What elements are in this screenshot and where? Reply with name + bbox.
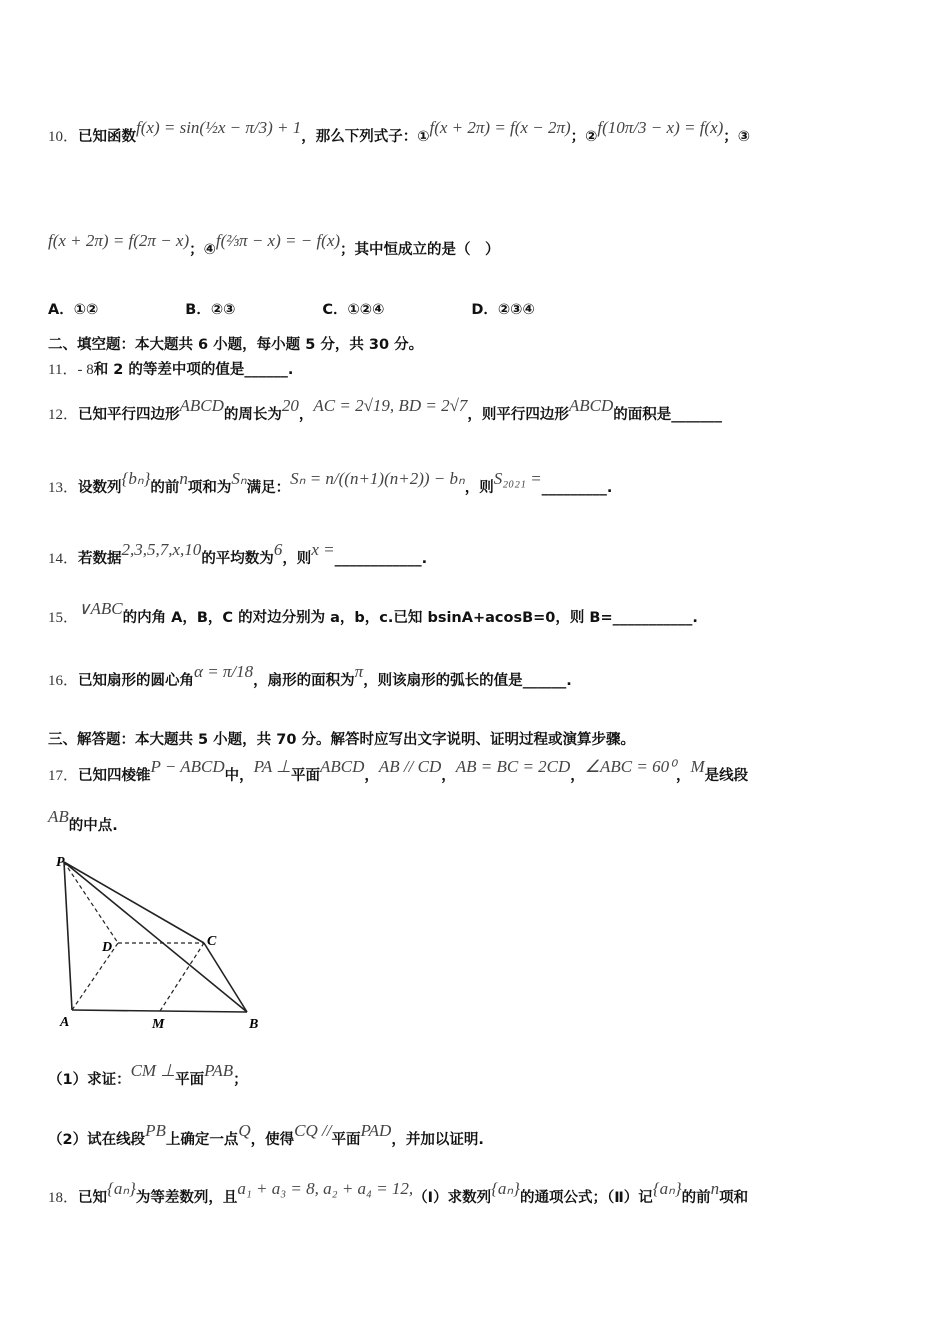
label-M: M bbox=[152, 1017, 165, 1032]
text-segment: ，则 bbox=[282, 551, 312, 567]
math-expression: Q bbox=[238, 1121, 251, 1140]
text-segment: 11． bbox=[48, 362, 78, 378]
answer-blank: _______ bbox=[671, 407, 723, 423]
answer-blank: _________ bbox=[541, 480, 607, 496]
text-segment: ， bbox=[570, 768, 585, 784]
text-segment: 项和为 bbox=[187, 480, 232, 496]
text-segment: 中， bbox=[224, 768, 254, 784]
text-line bbox=[48, 807, 118, 835]
math-expression: PB bbox=[145, 1121, 166, 1140]
edge-PC bbox=[64, 862, 204, 943]
edge-PD bbox=[64, 862, 118, 943]
text-segment: ，使得 bbox=[250, 1132, 295, 1148]
math-expression: {aₙ} bbox=[491, 1179, 520, 1198]
math-expression: π bbox=[354, 662, 364, 681]
text-segment: B．②③ bbox=[98, 302, 236, 318]
text-segment: . bbox=[692, 610, 698, 626]
text-segment: 平面 bbox=[175, 1072, 205, 1088]
math-expression: {bₙ} bbox=[121, 469, 151, 488]
text-line bbox=[48, 1121, 484, 1149]
pyramid-figure bbox=[40, 845, 280, 1045]
text-segment: . bbox=[566, 673, 572, 689]
label-A: A bbox=[60, 1015, 70, 1030]
math-expression: {aₙ} bbox=[107, 1179, 136, 1198]
answer-blank: ____________ bbox=[334, 551, 422, 567]
math-expression: ABCD bbox=[568, 396, 614, 415]
text-segment: （1）求证： bbox=[48, 1072, 131, 1088]
text-segment: 已知四棱锥 bbox=[78, 768, 151, 784]
math-expression: ABCD bbox=[320, 757, 365, 776]
text-segment: 项和 bbox=[719, 1190, 749, 1206]
math-expression: Sₙ bbox=[231, 469, 247, 488]
text-segment: 已知 bbox=[78, 1190, 108, 1206]
text-segment: ，则平行四边形 bbox=[467, 407, 569, 423]
label-B: B bbox=[249, 1017, 259, 1032]
text-segment: （Ⅰ）求数列 bbox=[413, 1190, 492, 1206]
math-expression: n bbox=[710, 1179, 720, 1198]
text-segment: C．①②④ bbox=[235, 302, 385, 318]
text-segment: 15． bbox=[48, 610, 79, 626]
text-line bbox=[48, 540, 428, 568]
math-expression: ∠ABC = 60⁰ bbox=[584, 757, 676, 776]
math-expression: PA ⊥ bbox=[253, 757, 291, 776]
text-line bbox=[48, 358, 293, 379]
text-segment: ，扇形的面积为 bbox=[253, 673, 355, 689]
text-segment: ，并加以证明. bbox=[391, 1132, 484, 1148]
math-expression: M bbox=[690, 757, 705, 776]
text-line bbox=[48, 1061, 248, 1089]
text-segment: - 8 bbox=[77, 362, 94, 378]
math-expression: PAB bbox=[204, 1061, 234, 1080]
text-segment: 为等差数列，且 bbox=[135, 1190, 238, 1206]
edge-PA bbox=[64, 862, 72, 1010]
edge-AB bbox=[72, 1010, 247, 1012]
text-segment: ，那么下列式子：① bbox=[301, 129, 430, 145]
text-segment: ；③ bbox=[723, 129, 751, 145]
math-expression: ABCD bbox=[179, 396, 224, 415]
text-segment: 的中点. bbox=[68, 818, 118, 834]
math-expression: ∨ABC bbox=[78, 599, 123, 618]
math-expression: AB bbox=[48, 807, 69, 826]
text-line bbox=[48, 333, 423, 354]
text-segment: 的周长为 bbox=[223, 407, 282, 423]
text-segment: ， bbox=[675, 768, 691, 784]
answer-blank: ___________ bbox=[612, 610, 693, 626]
answer-blank: ______ bbox=[522, 673, 567, 689]
math-expression: AB // CD bbox=[378, 757, 442, 776]
math-expression: CQ // bbox=[294, 1121, 332, 1140]
text-segment: 16． bbox=[48, 673, 79, 689]
text-line bbox=[48, 757, 749, 785]
math-expression: α = π/18 bbox=[194, 662, 254, 681]
text-segment: 二、填空题：本大题共 6 小题，每小题 5 分，共 30 分。 bbox=[48, 337, 424, 353]
math-expression: S₂₀₂₁ = bbox=[493, 469, 542, 488]
text-segment: 18． bbox=[48, 1190, 79, 1206]
math-expression: f(x) = sin(½x − π/3) + 1 bbox=[136, 118, 302, 137]
edge-CB bbox=[204, 943, 247, 1012]
math-expression: x = bbox=[311, 540, 335, 559]
text-segment: . bbox=[421, 551, 428, 567]
text-segment: 的前 bbox=[150, 480, 180, 496]
text-line bbox=[48, 599, 698, 627]
text-segment: 设数列 bbox=[78, 480, 122, 496]
math-expression: a₁ + a₃ = 8, a₂ + a₄ = 12, bbox=[237, 1179, 414, 1198]
text-segment: ；② bbox=[570, 129, 598, 145]
text-segment: ；④ bbox=[189, 242, 216, 258]
text-segment: 的内角 A，B，C 的对边分别为 a，b，c.已知 bsinA+acosB=0，则 B= bbox=[122, 610, 613, 626]
text-line bbox=[48, 469, 613, 497]
text-segment: 的平均数为 bbox=[201, 551, 274, 567]
answer-blank: ______ bbox=[244, 362, 288, 378]
text-segment: ；其中恒成立的是（ ） bbox=[340, 242, 500, 258]
text-segment: 的前 bbox=[681, 1190, 711, 1206]
text-line bbox=[48, 298, 535, 319]
text-segment: . bbox=[287, 362, 294, 378]
math-expression: Sₙ = n/((n+1)(n+2)) − bₙ bbox=[290, 469, 465, 488]
text-line bbox=[48, 728, 635, 749]
text-segment: 13． bbox=[48, 480, 79, 496]
text-segment: 已知函数 bbox=[78, 129, 137, 145]
math-expression: CM ⊥ bbox=[130, 1061, 176, 1080]
text-segment: D．②③④ bbox=[384, 302, 535, 318]
text-segment: 12． bbox=[48, 407, 79, 423]
text-segment: A．①② bbox=[48, 302, 99, 318]
edge-MC bbox=[160, 943, 204, 1011]
text-segment: 已知扇形的圆心角 bbox=[78, 673, 195, 689]
math-expression: AB = BC = 2CD bbox=[455, 757, 571, 776]
text-segment: 平面 bbox=[331, 1132, 361, 1148]
text-segment: 和 2 的等差中项的值是 bbox=[93, 362, 245, 378]
text-segment: 若数据 bbox=[78, 551, 122, 567]
math-expression: 6 bbox=[273, 540, 283, 559]
math-expression: 20 bbox=[281, 396, 299, 415]
text-segment: ； bbox=[233, 1072, 248, 1088]
text-segment: 三、解答题：本大题共 5 小题，共 70 分。解答时应写出文字说明、证明过程或演算步骤。 bbox=[48, 732, 635, 748]
text-line bbox=[48, 662, 572, 690]
math-expression: P − ABCD bbox=[150, 757, 225, 776]
text-segment: . bbox=[606, 480, 613, 496]
text-segment: ， bbox=[441, 768, 456, 784]
text-segment: 是线段 bbox=[704, 768, 749, 784]
text-segment: 已知平行四边形 bbox=[78, 407, 180, 423]
text-segment: 的面积是 bbox=[613, 407, 672, 423]
text-line bbox=[48, 1179, 749, 1207]
edge-PB bbox=[64, 862, 247, 1012]
label-C: C bbox=[207, 934, 217, 949]
text-line bbox=[48, 396, 723, 424]
math-expression: f(x + 2π) = f(2π − x) bbox=[48, 231, 190, 250]
math-expression: f(x + 2π) = f(x − 2π) bbox=[429, 118, 571, 137]
text-segment: ，则该扇形的弧长的值是 bbox=[363, 673, 523, 689]
math-expression: f(⅔π − x) = − f(x) bbox=[215, 231, 341, 250]
text-segment: 14． bbox=[48, 551, 79, 567]
math-expression: n bbox=[179, 469, 188, 488]
text-segment: 17． bbox=[48, 768, 79, 784]
text-segment: 满足： bbox=[246, 480, 291, 496]
text-segment: ， bbox=[298, 407, 314, 423]
text-segment: 上确定一点 bbox=[165, 1132, 239, 1148]
label-D: D bbox=[102, 940, 113, 955]
math-expression: AC = 2√19, BD = 2√7 bbox=[313, 396, 468, 415]
text-segment: ， bbox=[364, 768, 379, 784]
text-segment: 10． bbox=[48, 129, 79, 145]
text-segment: 的通项公式；（Ⅱ）记 bbox=[519, 1190, 653, 1206]
text-segment: ，则 bbox=[464, 480, 494, 496]
text-line bbox=[48, 118, 751, 146]
math-expression: PAD bbox=[360, 1121, 392, 1140]
math-expression: 2,3,5,7,x,10 bbox=[121, 540, 202, 559]
label-P: P bbox=[56, 855, 65, 870]
text-segment: （2）试在线段 bbox=[48, 1132, 146, 1148]
math-expression: f(10π/3 − x) = f(x) bbox=[597, 118, 724, 137]
math-expression: {aₙ} bbox=[652, 1179, 682, 1198]
text-segment: 平面 bbox=[291, 768, 320, 784]
text-line bbox=[48, 231, 500, 259]
